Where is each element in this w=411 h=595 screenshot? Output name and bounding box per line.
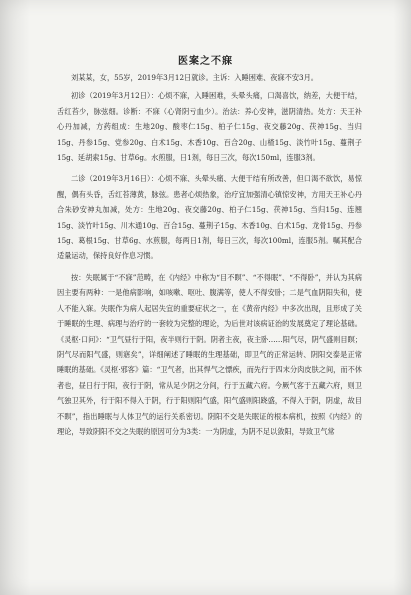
patient-info-paragraph: 刘某某，女，55岁，2019年3月12日就诊。主诉：入睡困难、夜寐不安3月。 [71, 73, 318, 82]
document-title: 医案之不寐 [178, 56, 233, 67]
document-body [57, 70, 362, 445]
commentary-paragraph: 按：失眠属于“不寐”范畴，在《内经》中称为“目不瞑”、“不得眠”、“不得卧”，并认为其病因主要有两种：一是他病影响，如咳嗽、呕吐、腹满等，使人不得安卧；二是气血阴阳失和，使人不能入寐。失眠作为病人起居失宜的重要症状之一，在《黄帝内经》中多次出现，且形成了关于睡眠的生理、病理与治疗的一套较为完整的理论，为后世对该病证治的发展奠定了理论基础。《灵枢·口问》：“卫气昼行于阳，夜半则行于阴。阴者主夜，夜主卧……阳气尽，阴气盛则目瞑；阴气尽而阳气盛，则寤矣”，详细阐述了睡眠的生理基础，即卫气的正常运转、阴阳交泰是正常睡眠的基础。《灵枢·邪客》篇：“卫气者，出其悍气之慓疾，而先行于四末分肉皮肤之间，而不休者也，昼日行于阳，夜行于阴，常从足少阴之分间，行于五藏六府。今厥气客于五藏六府，则卫气独卫其外，行于阳不得入于阴，行于阳则阳气盛，阳气盛则阳跷盛，不得入于阴，阴虚，故目不瞑”，指出睡眠与人体卫气的运行关系密切。阴阳不交是失眠证的根本病机，按照《内经》的理论，导致阴阳不交之失眠的原因可分为3类：一为阴虚，为阴不足以敛阳，导致卫气常 [57, 272, 362, 436]
second-visit-paragraph: 二诊（2019年3月16日）：心烦不寐、头晕头痛、大便干结有所改善，但口渴不欲饮，易惊醒，偶有头昏，舌红苔薄黄，脉弦。患者心烦热象，治疗宜加强清心镇惊安神，方用天王补心丹合朱砂安神丸加减，处方：生地20g、夜交藤20g、柏子仁15g、茯神15g、当归15g、连翘15g、淡竹叶15g、川木通10g、百合15g、蔓荆子15g、木香10g、白术15g、龙骨15g、丹参15g、葛根15g、甘草6g、水煎服，每两日1剂，每日三次，每次100ml，连服5剂。嘱其配合适量运动，保持良好作息习惯。 [57, 174, 362, 261]
first-visit-paragraph: 初诊（2019年3月12日）：心烦不寐，入睡困难，头晕头痛，口渴喜饮，纳差，大便干结，舌红苔少，脉弦细。诊断：不寐（心肾阴亏血少）。治法：养心安神，滋阴清热。处方：天王补心丹加减，方药组成：生地20g、酸枣仁15g、柏子仁15g、夜交藤20g、茯神15g、当归15g、丹参15g、党参20g、白术15g、木香10g、百合20g、山楂15g、淡竹叶15g、蔓荆子15g、延胡索15g、甘草6g。水煎服，日1剂，每日三次，每次150ml，连服3剂。 [57, 91, 362, 163]
